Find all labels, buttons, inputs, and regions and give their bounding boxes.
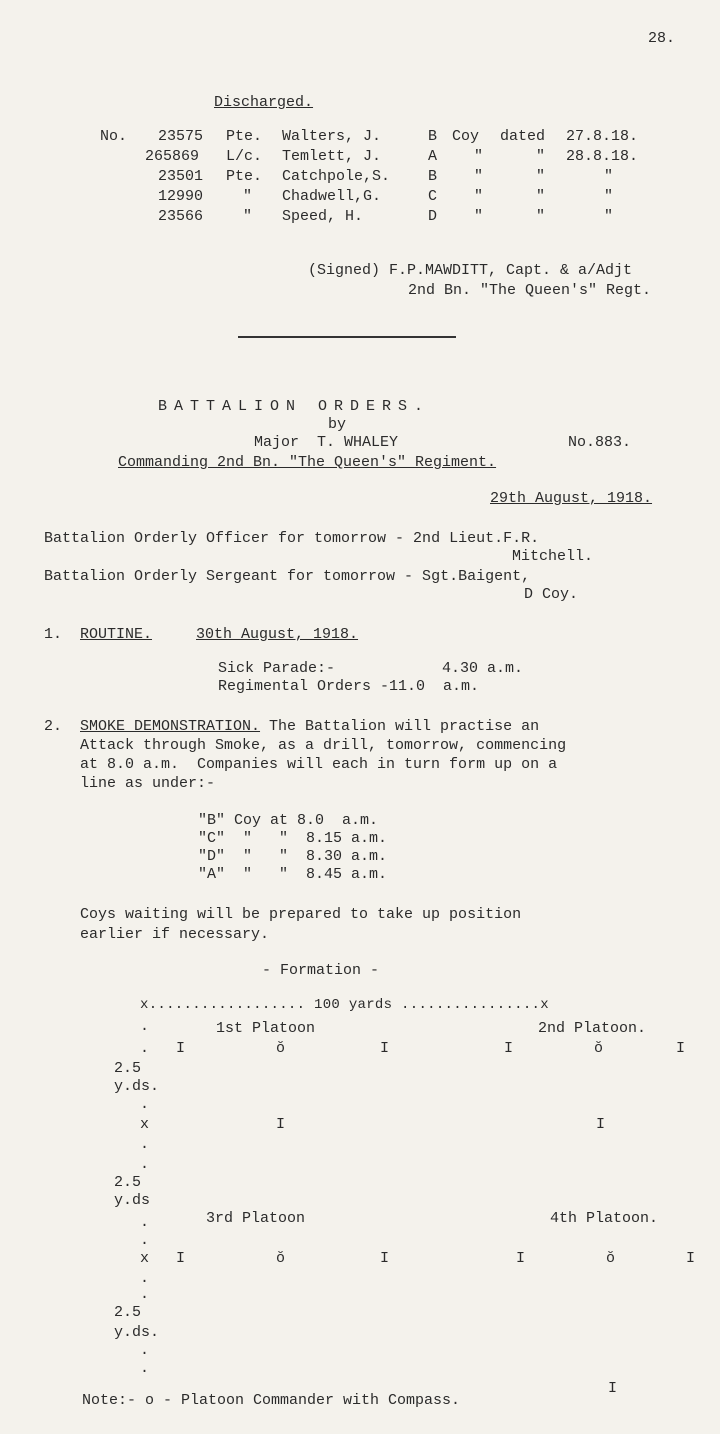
soldier-name: Speed, H.: [282, 208, 364, 225]
orders-commanding: Commanding 2nd Bn. "The Queen's" Regiment.: [118, 454, 497, 471]
discharged-heading: Discharged.: [214, 94, 314, 111]
company: B: [428, 128, 438, 145]
soldier-marker: I: [676, 1040, 686, 1057]
regimental-number: 265869: [145, 148, 200, 165]
smoke-paragraph-first-line: [80, 718, 539, 736]
scale-dot: .: [140, 1286, 150, 1303]
orders-title: BATTALION ORDERS.: [158, 398, 431, 415]
section-divider: [238, 336, 456, 338]
platoon-1-label: 1st Platoon: [216, 1020, 316, 1037]
soldier-name: Temlett, J.: [282, 148, 382, 165]
company: B: [428, 168, 438, 185]
company: D: [428, 208, 438, 225]
gap-distance: 2.5: [114, 1304, 142, 1321]
platoon-3-label: 3rd Platoon: [206, 1210, 306, 1227]
dated-word: dated: [500, 128, 546, 145]
rank: Pte.: [226, 168, 263, 185]
scale-dot: .: [140, 1360, 150, 1377]
scale-x-marker: x: [140, 1250, 150, 1267]
soldier-name: Catchpole,S.: [282, 168, 391, 185]
orderly-officer: Battalion Orderly Officer for tomorrow - 2nd Lieut.F.R.: [44, 530, 540, 547]
formation-width-line: x.................. 100 yards ................x: [140, 997, 549, 1013]
soldier-marker: I: [380, 1250, 390, 1267]
sick-parade-time: 4.30 a.m.: [442, 660, 524, 677]
soldier-marker: I: [380, 1040, 390, 1057]
regimental-number: 23566: [158, 208, 204, 225]
orderly-sergeant-coy: D Coy.: [524, 586, 579, 603]
rank: ": [243, 208, 253, 225]
rank: Pte.: [226, 128, 263, 145]
soldier-marker: I: [176, 1040, 186, 1057]
routine-date: 30th August, 1918.: [196, 626, 359, 643]
page-number: 28.: [648, 30, 676, 47]
regimental-number: 23501: [158, 168, 204, 185]
scale-dot: .: [140, 1096, 150, 1113]
no-label: No.: [100, 128, 128, 145]
dated-word: ": [536, 188, 546, 205]
commander-marker: ŏ: [606, 1250, 616, 1267]
regimental-number: 23575: [158, 128, 204, 145]
orders-major: Major T. WHALEY: [254, 434, 399, 451]
soldier-name: Chadwell,G.: [282, 188, 382, 205]
dated-word: ": [536, 168, 546, 185]
coys-waiting-2: earlier if necessary.: [80, 926, 270, 943]
routine-number: 1.: [44, 626, 63, 643]
scale-dot: .: [140, 1270, 150, 1287]
dated-word: ": [536, 148, 546, 165]
dated-word: ": [536, 208, 546, 225]
smoke-line2: Attack through Smoke, as a drill, tomorrow, commencing: [80, 737, 567, 754]
discharge-date: ": [604, 168, 614, 185]
rank: L/c.: [226, 148, 263, 165]
scale-dot: .: [140, 1232, 150, 1249]
orders-by: by: [328, 416, 347, 433]
discharge-date: 28.8.18.: [566, 148, 639, 165]
scale-x-marker: x: [140, 1116, 150, 1133]
soldier-marker: I: [276, 1116, 286, 1133]
coy-word: ": [474, 188, 484, 205]
orderly-sergeant: Battalion Orderly Sergeant for tomorrow - Sgt.Baigent,: [44, 568, 531, 585]
scale-dot: .: [140, 1018, 150, 1035]
note-line: Note:- o - Platoon Commander with Compass.: [82, 1392, 461, 1409]
soldier-marker: I: [608, 1380, 618, 1397]
smoke-line4: line as under:-: [80, 775, 216, 792]
coy-word: ": [474, 148, 484, 165]
soldier-marker: I: [176, 1250, 186, 1267]
schedule-row: "A" " " 8.45 a.m.: [198, 866, 388, 883]
smoke-label: SMOKE DEMONSTRATION.: [80, 718, 261, 735]
commander-marker: ŏ: [276, 1250, 286, 1267]
signature-line: (Signed) F.P.MAWDITT, Capt. & a/Adjt: [308, 262, 633, 279]
smoke-number: 2.: [44, 718, 63, 735]
scale-dot: .: [140, 1040, 150, 1057]
gap-unit: y.ds: [114, 1192, 151, 1209]
commander-marker: ŏ: [276, 1040, 286, 1057]
schedule-row: "D" " " 8.30 a.m.: [198, 848, 388, 865]
platoon-2-label: 2nd Platoon.: [538, 1020, 647, 1037]
commander-marker: ŏ: [594, 1040, 604, 1057]
coy-word: Coy: [452, 128, 480, 145]
formation-heading: - Formation -: [262, 962, 380, 979]
gap-distance: 2.5: [114, 1060, 142, 1077]
discharge-date: 27.8.18.: [566, 128, 639, 145]
soldier-marker: I: [596, 1116, 606, 1133]
soldier-marker: I: [504, 1040, 514, 1057]
scale-dot: .: [140, 1214, 150, 1231]
discharge-date: ": [604, 188, 614, 205]
orderly-officer-name: Mitchell.: [512, 548, 594, 565]
coys-waiting: Coys waiting will be prepared to take up position: [80, 906, 522, 923]
coy-word: ": [474, 168, 484, 185]
signature-unit: 2nd Bn. "The Queen's" Regt.: [408, 282, 652, 299]
schedule-row: "B" Coy at 8.0 a.m.: [198, 812, 379, 829]
platoon-4-label: 4th Platoon.: [550, 1210, 659, 1227]
smoke-line1: The Battalion will practise an: [260, 718, 540, 735]
coy-word: ": [474, 208, 484, 225]
gap-unit: y.ds.: [114, 1324, 160, 1341]
routine-label: ROUTINE.: [80, 626, 153, 643]
regimental-orders: Regimental Orders -11.0 a.m.: [218, 678, 480, 695]
company: C: [428, 188, 438, 205]
rank: ": [243, 188, 253, 205]
scale-dot: .: [140, 1156, 150, 1173]
soldier-name: Walters, J.: [282, 128, 382, 145]
scale-dot: .: [140, 1342, 150, 1359]
smoke-line3: at 8.0 a.m. Companies will each in turn form up on a: [80, 756, 558, 773]
regimental-number: 12990: [158, 188, 204, 205]
schedule-row: "C" " " 8.15 a.m.: [198, 830, 388, 847]
soldier-marker: I: [516, 1250, 526, 1267]
scale-dot: .: [140, 1136, 150, 1153]
gap-unit: y.ds.: [114, 1078, 160, 1095]
discharge-date: ": [604, 208, 614, 225]
orders-date: 29th August, 1918.: [490, 490, 653, 507]
soldier-marker: I: [686, 1250, 696, 1267]
gap-distance: 2.5: [114, 1174, 142, 1191]
sick-parade: Sick Parade:-: [218, 660, 336, 677]
company: A: [428, 148, 438, 165]
orders-number: No.883.: [568, 434, 632, 451]
